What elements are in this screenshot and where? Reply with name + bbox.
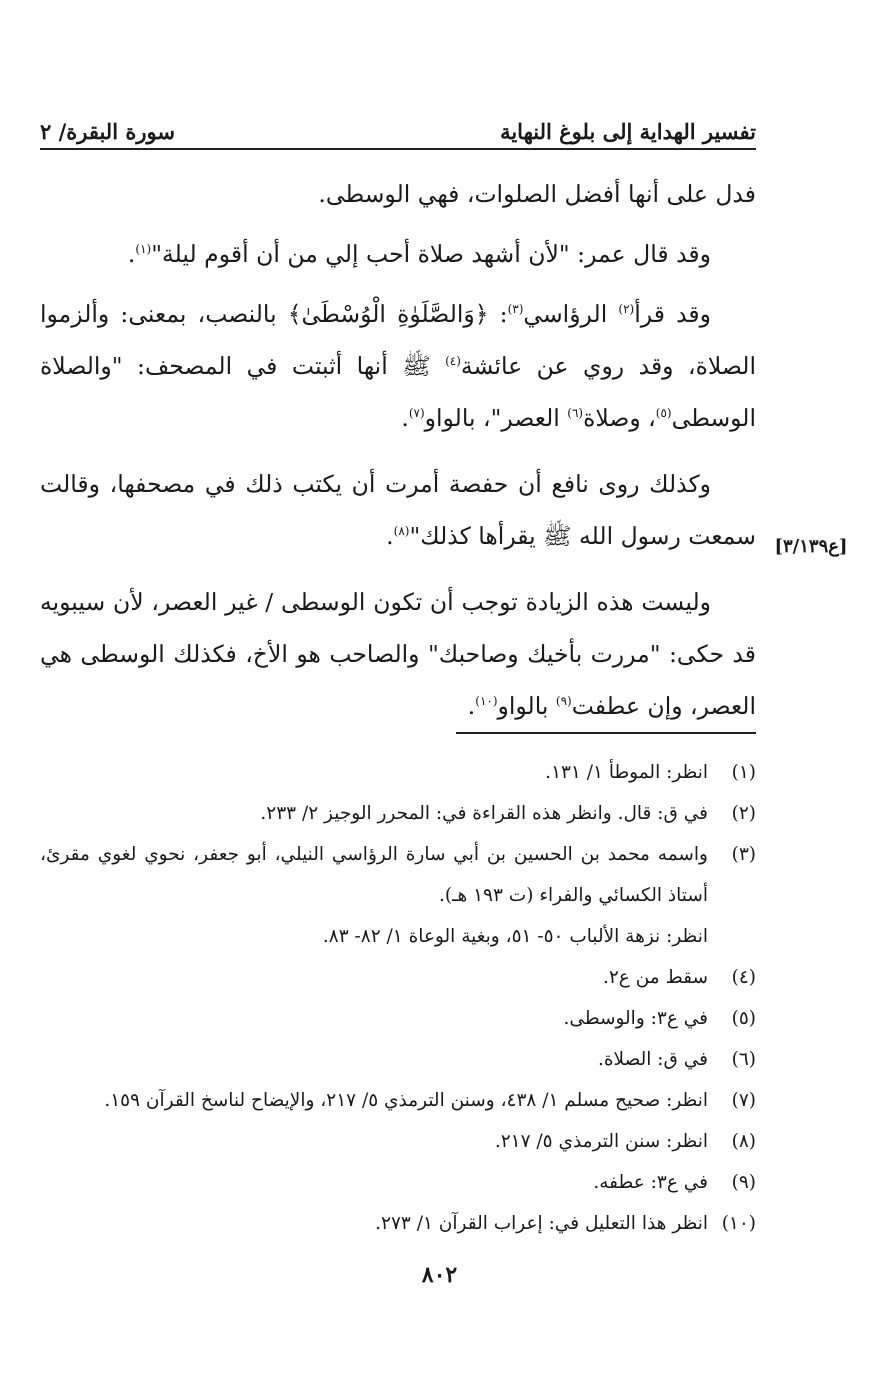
footnote-item bbox=[40, 1080, 756, 1121]
footnote-ref[interactable]: (٦) bbox=[567, 406, 584, 421]
paragraph-5: وليست هذه الزيادة توجب أن تكون الوسطى / غير العصر، لأن سيبويه قد حكى: "مررت بأخيك وصاحبك" والصاحب هو الأخ، فكذلك الوسطى هي العصر، وإن عطفت$^{(٩)}$ بالواو$^{(١٠)}$. bbox=[40, 588, 756, 720]
footnote-subtext: انظر: نزهة الألباب ٥٠- ٥١، وبغية الوعاة ١/ ٨٢- ٨٣. bbox=[322, 926, 708, 947]
running-head bbox=[40, 104, 756, 144]
footnote-ref[interactable]: (٥) bbox=[655, 406, 672, 421]
footnote-item bbox=[40, 1039, 756, 1080]
footnote-number: (٨) bbox=[731, 1131, 756, 1152]
footnote-number: (٢) bbox=[731, 803, 756, 824]
footnote-number: (٦) bbox=[731, 1049, 756, 1070]
footnote-item bbox=[40, 957, 756, 998]
manuscript-margin-reference: [ع٣/١٣٩] bbox=[774, 536, 848, 557]
footnote-text: في ع٣: عطفه. bbox=[593, 1172, 708, 1193]
header-rule bbox=[40, 148, 756, 150]
footnote-text: انظر هذا التعليل في: إعراب القرآن ١/ ٢٧٣. bbox=[375, 1213, 708, 1234]
main-text bbox=[40, 168, 756, 740]
footnote-item bbox=[40, 752, 756, 793]
footnote-ref[interactable]: (٤) bbox=[445, 354, 461, 369]
footnote-number: (٧) bbox=[731, 1090, 756, 1111]
footnote-ref[interactable]: (٨) bbox=[393, 524, 410, 539]
footnote-number: (١) bbox=[731, 762, 756, 783]
footnote-ref[interactable]: (١) bbox=[135, 242, 152, 257]
footnote-text: في ق: قال. وانظر هذه القراءة في: المحرر الوجيز ٢/ ٢٣٣. bbox=[260, 803, 708, 824]
footnote-item bbox=[40, 1121, 756, 1162]
footnote-item bbox=[40, 1203, 756, 1244]
footnote-text: واسمه محمد بن الحسين بن أبي سارة الرؤاسي النيلي، أبو جعفر، نحوي لغوي مقرئ، أستاذ الكسائي والفراء (ت ١٩٣ هـ). انظر: نزهة الألباب ٥٠- ٥١، وبغية الوعاة ١/ ٨٢- ٨٣. bbox=[40, 834, 708, 957]
footnote-text: في ق: الصلاة. bbox=[597, 1049, 708, 1070]
page-number: ٨٠٢ bbox=[421, 1262, 458, 1288]
footnote-separator bbox=[456, 732, 756, 734]
footnote-text: انظر: صحيح مسلم ١/ ٤٣٨، وسنن الترمذي ٥/ ٢١٧، والإيضاح لناسخ القرآن ١٥٩. bbox=[104, 1090, 708, 1111]
surah-title: سورة البقرة/ ٢ bbox=[40, 119, 175, 144]
footnote-ref[interactable]: (٧) bbox=[408, 406, 425, 421]
footnote-ref[interactable]: (٣) bbox=[507, 302, 524, 317]
footnote-number: (٣) bbox=[731, 844, 756, 865]
footnote-ref[interactable]: (٩) bbox=[555, 694, 572, 709]
paragraph-3: وقد قرأ$^{(٢)}$ الرؤاسي$^{(٣)}$: ﴿وَالصَّلَوٰةِ الْوُسْطَىٰ﴾ بالنصب، بمعنى: وألزموا الصلاة، وقد روي عن عائشة$^{(٤)}$ ﷺ أنها أثبتت في المصحف: "والصلاة الوسطى$^{(٥)}$، وصلاة$^{(٦)}$ العصر"، بالواو$^{(٧)}$. bbox=[40, 300, 756, 432]
book-title: تفسير الهداية إلى بلوغ النهاية bbox=[500, 119, 756, 144]
footnote-item bbox=[40, 1162, 756, 1203]
footnote-item bbox=[40, 793, 756, 834]
footnote-number: (٩) bbox=[731, 1172, 756, 1193]
footnote-item bbox=[40, 998, 756, 1039]
footnote-ref[interactable]: (٢) bbox=[618, 302, 635, 317]
footnote-text: انظر: الموطأ ١/ ١٣١. bbox=[545, 762, 708, 783]
paragraph-4: وكذلك روى نافع أن حفصة أمرت أن يكتب ذلك في مصحفها، وقالت سمعت رسول الله ﷺ يقرأها كذلك"$^{(٨)}$. bbox=[40, 470, 756, 550]
footnote-item bbox=[40, 834, 756, 957]
footnotes-list bbox=[40, 752, 756, 1244]
footnote-number: (١٠) bbox=[721, 1213, 756, 1234]
footnote-number: (٥) bbox=[731, 1008, 756, 1029]
footnote-ref[interactable]: (١٠) bbox=[475, 694, 498, 709]
paragraph-1: فدل على أنها أفضل الصلوات، فهي الوسطى. bbox=[318, 180, 756, 208]
footnote-number: (٤) bbox=[731, 967, 756, 988]
footnote-text: سقط من ع٢. bbox=[602, 967, 708, 988]
paragraph-2: وقد قال عمر: "لأن أشهد صلاة أحب إلي من أن أقوم ليلة"$^{(١)}$. bbox=[127, 240, 711, 268]
footnote-text: في ع٣: والوسطى. bbox=[563, 1008, 708, 1029]
footnote-text: انظر: سنن الترمذي ٥/ ٢١٧. bbox=[494, 1131, 708, 1152]
